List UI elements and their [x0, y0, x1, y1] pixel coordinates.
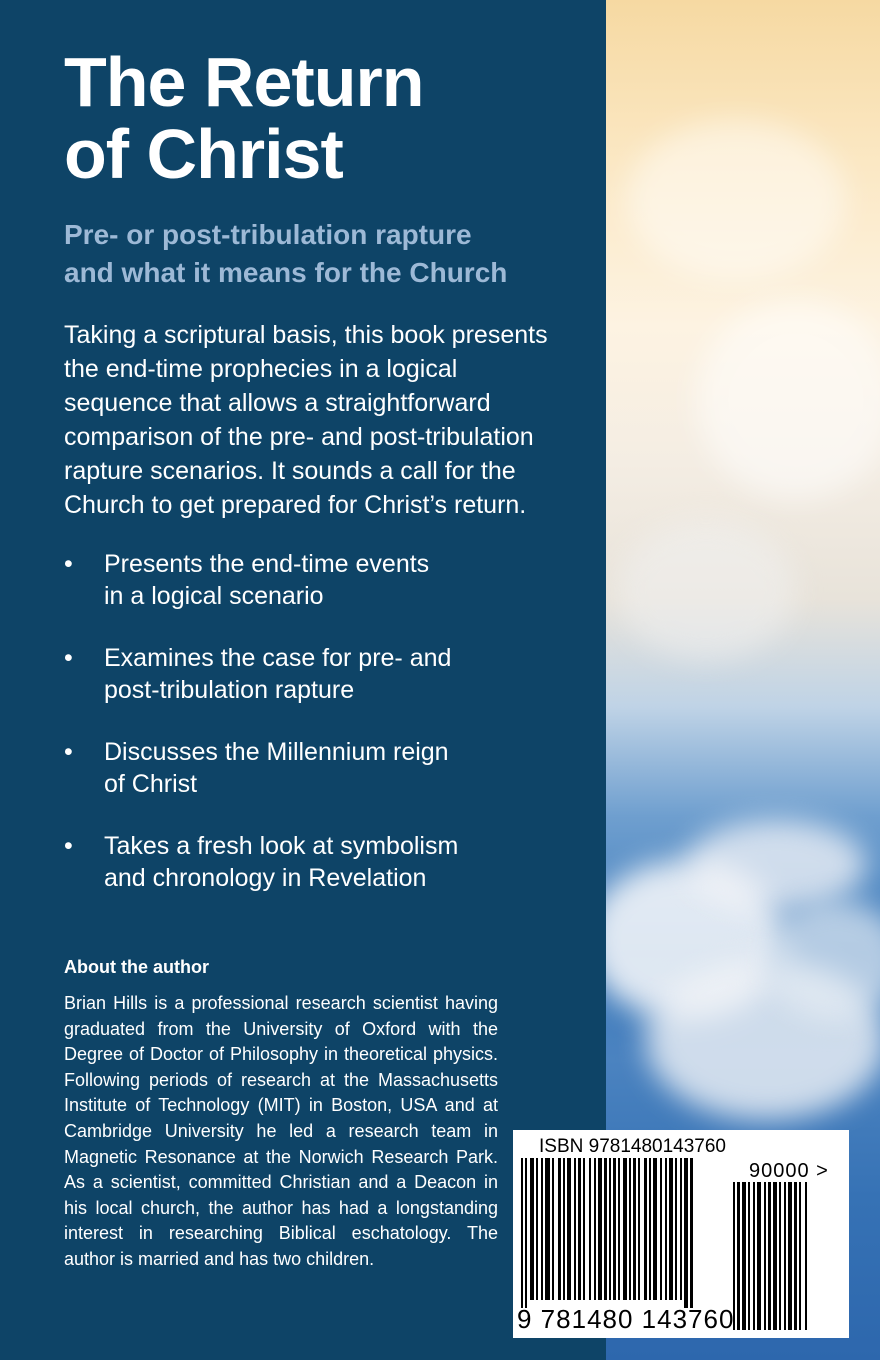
barcode-bar [649, 1158, 651, 1300]
feature-text: Takes a fresh look at symbolism and chronology in Revelation [104, 832, 459, 892]
about-author-text: Brian Hills is a professional research scientist having graduated from the University of Oxford with the Degree of Doctor of Philosophy in theoretical physics. Following periods of research at the Massachusetts Institute of Technology (MIT) in Boston, USA and at Cambridge University he led a research team in Magnetic Resonance at the Norwich Research Park. As a scientist, committed Christian and a Deacon in his local church, the author has had a longstanding interest in researching Biblical eschatology. The author is married and has two children. [64, 993, 498, 1269]
barcode-bar [536, 1158, 538, 1300]
barcode-bar [589, 1158, 591, 1300]
cloud-shape [626, 120, 846, 280]
barcode-bar [784, 1182, 786, 1330]
feature-item [64, 548, 584, 642]
barcode-bar [799, 1182, 801, 1330]
barcode-bar [757, 1182, 761, 1330]
addon-barcode-bars [733, 1182, 833, 1330]
isbn-label: ISBN 9781480143760 [539, 1136, 726, 1157]
barcode-bars [521, 1158, 719, 1308]
cloud-shape [686, 820, 866, 910]
barcode-bar [623, 1158, 627, 1300]
feature-item [64, 736, 584, 830]
barcode-bar [618, 1158, 620, 1300]
barcode-bar [768, 1182, 771, 1330]
barcode-bar [748, 1182, 750, 1330]
barcode-bar [545, 1158, 550, 1300]
intro-paragraph: Taking a scriptural basis, this book presents the end-time prophecies in a logical sequence that allows a straightforward comparison of the pre- and post-tribulation rapture scenarios. It sounds a call for the Church to get prepared for Christ’s return. [64, 321, 548, 519]
isbn-digits: 9 781480 143760 [517, 1304, 735, 1334]
barcode-bar [530, 1158, 534, 1300]
barcode-bar [578, 1158, 581, 1300]
barcode-bar [633, 1158, 636, 1300]
feature-text: Examines the case for pre- and post-tribulation rapture [104, 644, 452, 704]
barcode-bar [609, 1158, 611, 1300]
barcode-bar [594, 1158, 596, 1300]
barcode-bar [805, 1182, 807, 1330]
barcode-bar [773, 1182, 777, 1330]
barcode-bar [684, 1158, 688, 1308]
feature-item [64, 830, 584, 924]
barcode-bar [613, 1158, 616, 1300]
isbn-barcode [513, 1130, 849, 1338]
barcode-bar [567, 1158, 571, 1300]
feature-list [64, 548, 584, 924]
book-title: The Return of Christ [64, 43, 424, 193]
barcode-bar [779, 1182, 781, 1330]
barcode-bar [669, 1158, 673, 1300]
barcode-bar [552, 1158, 554, 1300]
bullet-point: • [64, 550, 73, 578]
barcode-bar [660, 1158, 662, 1300]
barcode-bar [764, 1182, 766, 1330]
price-code: 90000 > [749, 1160, 829, 1182]
barcode-bar [604, 1158, 607, 1300]
barcode-bar [558, 1158, 561, 1300]
bullet-point: • [64, 738, 73, 766]
barcode-bar [629, 1158, 631, 1300]
barcode-bar [665, 1158, 667, 1300]
barcode-bar [525, 1158, 527, 1308]
barcode-bar [788, 1182, 792, 1330]
barcode-bar [753, 1182, 755, 1330]
barcode-bar [541, 1158, 543, 1300]
barcode-bar [521, 1158, 523, 1308]
book-subtitle: Pre- or post-tribulation rapture and what it means for the Church [64, 219, 508, 288]
barcode-bar [638, 1158, 640, 1300]
barcode-bar [644, 1158, 647, 1300]
about-author-heading: About the author [64, 957, 209, 977]
barcode-bar [742, 1182, 746, 1330]
bullet-point: • [64, 644, 73, 672]
feature-text: Discusses the Millennium reign of Christ [104, 738, 449, 798]
barcode-bar [598, 1158, 602, 1300]
barcode-bar [737, 1182, 740, 1330]
barcode-bar [680, 1158, 682, 1300]
barcode-bar [574, 1158, 576, 1300]
feature-text: Presents the end-time events in a logical scenario [104, 550, 430, 610]
barcode-bar [794, 1182, 797, 1330]
barcode-bar [583, 1158, 585, 1300]
cloud-shape [616, 520, 796, 660]
barcode-bar [653, 1158, 657, 1300]
barcode-bar [563, 1158, 565, 1300]
cloud-shape [696, 300, 880, 500]
bullet-point: • [64, 832, 73, 860]
barcode-bar [690, 1158, 693, 1308]
barcode-bar [675, 1158, 677, 1300]
feature-item [64, 642, 584, 736]
